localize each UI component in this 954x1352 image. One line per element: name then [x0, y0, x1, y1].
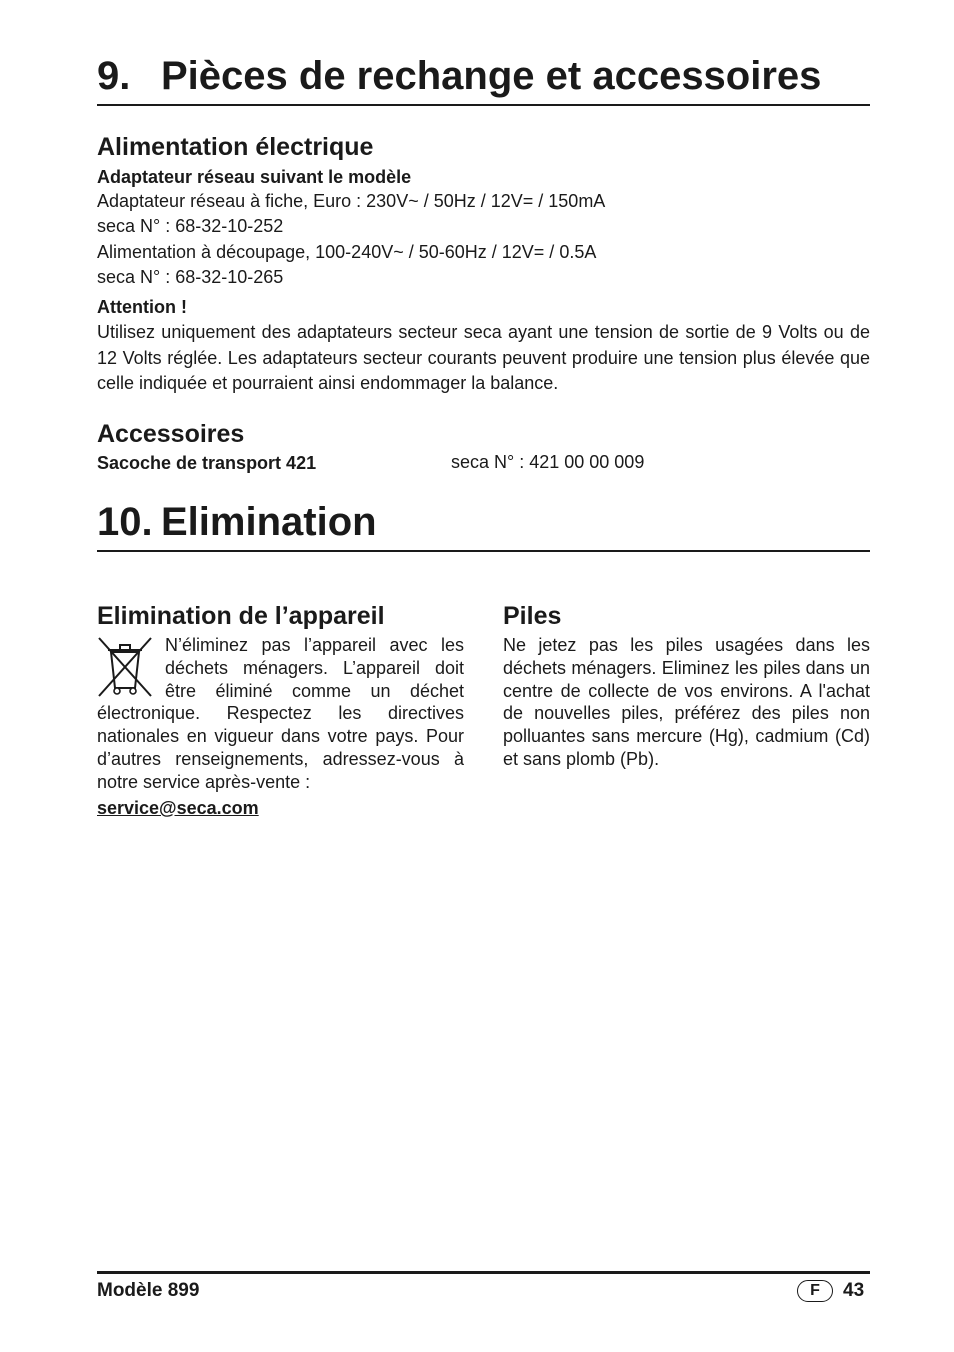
adapter-line-2: seca N° : 68-32-10-252	[97, 216, 284, 236]
footer-rule	[97, 1271, 870, 1274]
device-disposal-block	[97, 634, 464, 794]
power-supply-heading: Alimentation électrique	[97, 133, 374, 161]
language-badge: F	[797, 1280, 833, 1302]
section-9-title: Pièces de rechange et accessoires	[161, 54, 822, 98]
attention-text: Utilisez uniquement des adaptateurs secteur seca ayant une tension de sortie de 9 Volts ou de 12 Volts réglée. Les adaptateurs secteur courants peuvent produire une tension plus élevée que celle indiquée et pourraient ainsi endommager la balance.	[97, 322, 870, 393]
adapter-line-4: seca N° : 68-32-10-265	[97, 267, 284, 287]
section-9-heading	[97, 54, 870, 106]
accessory-name: Sacoche de transport 421	[97, 453, 317, 473]
section-10-heading	[97, 500, 870, 552]
adapter-line-1: Adaptateur réseau à fiche, Euro : 230V~ / 50Hz / 12V= / 150mA	[97, 191, 606, 211]
section-10-title: Elimination	[161, 500, 377, 544]
batteries-text: Ne jetez pas les piles usagées dans les déchets ménagers. Eliminez les piles dans un centre de collecte de vos environs. A l'achat de nouvelles piles, préférez des piles non polluantes sans mercure (Hg), cadmium (Cd) et sans plomb (Pb).	[503, 635, 870, 769]
adapter-line-3: Alimentation à découpage, 100-240V~ / 50-60Hz / 12V= / 0.5A	[97, 242, 597, 262]
accessories-heading: Accessoires	[97, 420, 245, 448]
adapter-subheading: Adaptateur réseau suivant le modèle	[97, 167, 412, 187]
section-9-number: 9.	[97, 54, 131, 98]
batteries-heading: Piles	[503, 602, 562, 630]
footer-page-info	[797, 1279, 864, 1303]
accessory-number: seca N° : 421 00 00 009	[451, 452, 645, 472]
service-email-link[interactable]: service@seca.com	[97, 798, 259, 818]
page-number: 43	[843, 1280, 865, 1301]
footer-model: Modèle 899	[97, 1280, 200, 1301]
device-disposal-heading: Elimination de l’appareil	[97, 602, 385, 630]
crossed-bin-icon	[97, 636, 153, 698]
device-disposal-text: N’éliminez pas l’appareil avec les déchets ménagers. L’appareil doit être éliminé comme un déchet électronique. Respectez les directives nationales en vigueur dans votre pays. Pour d’autres renseignements, adressez-vous à notre service après-vente :	[97, 635, 464, 792]
section-10-number: 10.	[97, 500, 153, 544]
attention-label: Attention !	[97, 297, 187, 317]
